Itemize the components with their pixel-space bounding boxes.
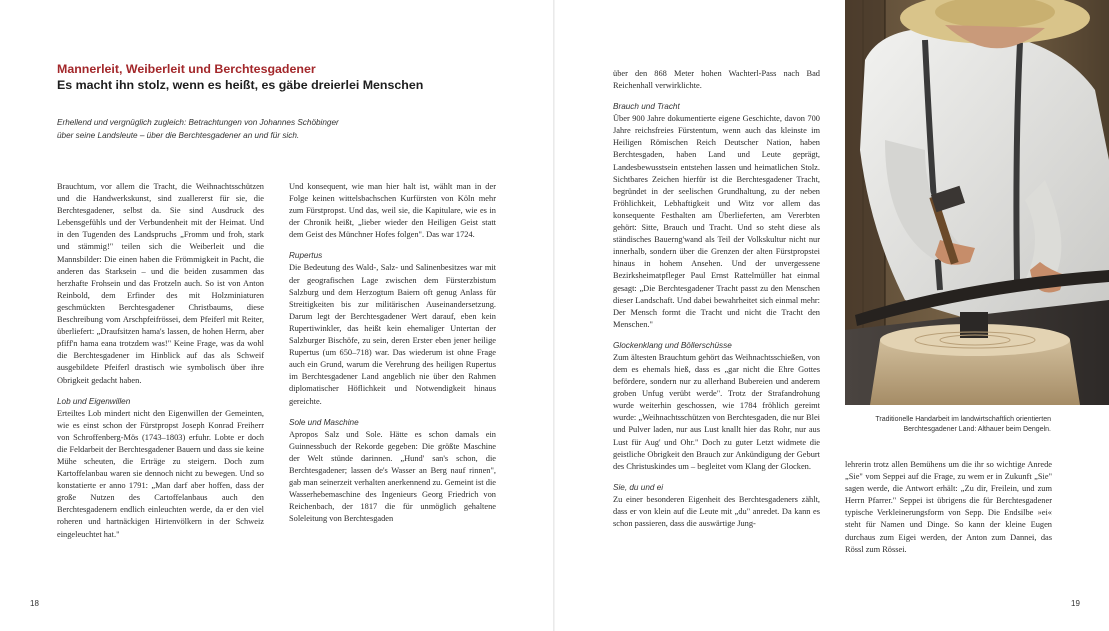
section-heading: Sole und Maschine [289,417,359,427]
text-column-3 [613,68,820,530]
section-heading: Glockenklang und Böllerschüsse [613,340,732,350]
article-subtitle: Es macht ihn stolz, wenn es heißt, es gäbe dreierlei Menschen [57,78,424,92]
intro-line: über seine Landsleute – über die Berchtesgadener an und für sich. [57,130,300,140]
paragraph: Brauchtum, vor allem die Tracht, die Weihnachtsschützen und die Handwerkskunst, sind zuallererst für sie, die Berchtesgadener, selbst da. Sie sind Ausdruck des Lebensgefühls und der Verbundenheit mit der Heimat. Und in den Tugenden des Landspruchs „Fromm und froh, stark und stämmig!" teilen sich die Weiberleit und die Mannsbilder: Die einen haben die Frömmigkeit in Pacht, die anderen das Starksein – und die beiden zusammen das herzhafte Frohsein und das Frotzeln auch. So ist von Anton Reinbold, dem Erfinder des mit Holzminiaturen geschmückten Berchtesgadener Christbaums, diese Beschreibung vom Arschpfeifrössei, dem Pfeiferl mit Reiter, überliefert: „Draufsitzen hama's lassen, de hohen Herrn, aber pfiff'n hama eana trotzdem was!" Keine Frage, was da wohl die Berchtesgadener im Hinblick auf das als Schweif ausgebildete Pfeiferl drastisch wie symbolisch über ihre Obrigkeit gedacht haben. [57,182,264,385]
photo-craftsman-scything [845,0,1109,405]
paragraph: Zu einer besonderen Eigenheit des Berchtesgadeners zählt, dass er von klein auf die Leute mit „du" anredet. Da kann es schon passieren, dass die auswärtige Jung- [613,494,820,528]
article-title: Mannerleit, Weiberleit und Berchtesgadener [57,62,316,76]
paragraph: Die Bedeutung des Wald-, Salz- und Salinenbesitzes war mit der geografischen Lage zwischen dem Fürsterzbistum Salzburg und dem Herzogtum Baiern oft genug Anlass für Streitigkeiten bis zur militärischen Auseinandersetzung. Darum legt der Berchtesgadener Wert darauf, eben kein Rupertiwinkler, das heißt kein ehemaliger Untertan der Salzburger Bischöfe, zu sein, deren Erster eben jener heilige Rupertus (um 650–718) war. Das wiederum ist ohne Frage auch ein Grund, warum die Verehrung des heiligen Rupertus im Berchtesgadener Land angeblich nie über den Rahmen diplomatischer Höflichkeit und Notwendigkeit hinaus gereichte. [289,263,496,406]
article-intro [57,117,387,142]
page-number-right: 19 [1071,599,1080,608]
paragraph: über den 868 Meter hohen Wachterl-Pass nach Bad Reichenhall verwirklichte. [613,69,820,91]
caption-line: Berchtesgadener Land: Althauer beim Dengeln. [903,426,1051,433]
paragraph: Erteiltes Lob mindert nicht den Eigenwillen der Gemeinten, wie es einst schon der Fürstpropst Joseph Konrad Freiherr von Schroffenberg-Mös (1743–1803) erfuhr. Lobte er doch die Feldarbeit der Berchtesgadener Bauern und dass sie keine Mühe scheuten, die Erträge zu steigern. Doch zum Kartoffelanbau waren sie dennoch nicht zu bewegen. Und so konstatierte er anno 1791: „Man darf aber hoffen, dass der große Nutzen des Cartoffelanbaus auch den Berchtesgadenern endlich einleuchten werde, da er den viel roheren und hartnäckigen Hirtenvölkern in der Schweiz eingeleuchtet hat." [57,408,264,539]
paragraph: lehrerin trotz allen Bemühens um die ihr so wichtige Anrede „Sie" vom Seppei auf die Frage, zu wem er in Zukunft „Sie" sagen werde, die Antwort erhält: „Zu dir, Freilein, und zum Herrn Pfarrer." Seppei ist übrigens die für Berchtesgadener typische Verkleinerungsform von Sepp. Die Endsilbe »ei« steht für Namen und Dinge. So kann der kleine Eugen durchaus zum Eigei werden, der Anton zum Dannei, das Rössl zum Rössei. [845,460,1052,554]
text-column-4 [845,459,1052,556]
page-gutter [553,0,555,631]
paragraph: Und konsequent, wie man hier halt ist, wählt man in der Folge keinen wittelsbachschen Kurfürsten von Köln mehr zum Fürstpropst. Und das, weil sie, die Kapitulare, wie es in der Chronik heißt, „lieber wieder den Heiligen Geist statt dem Geist des Münchner Hofes folgen". Das war 1724. [289,182,496,240]
photo-caption [845,415,1051,435]
section-heading: Brauch und Tracht [613,102,680,112]
page-number-left: 18 [30,599,39,608]
photo-illustration [845,0,1109,405]
section-heading: Lob und Eigenwillen [57,396,131,406]
text-column-2 [289,181,496,525]
caption-line: Traditionelle Handarbeit im landwirtschaftlich orientierten [875,416,1051,423]
section-heading: Sie, du und ei [613,482,664,492]
text-column-1 [57,181,264,541]
paragraph: Zum ältesten Brauchtum gehört das Weihnachtsschießen, von dem es ehemals hieß, dass es „gar nicht die Ehre Gottes befördere, sondern nur zu allerhand Bubereien und anderem groben Unfug verübt werde". Trotz der Strafandrohung wurde weiterhin geschossen, wie 1784 fröhlich gereimt wurde: „Weihnachtsschützen von Berchtesgaden, die nur Blei und Pulver laden, nur aus Lust knallt hier das Rohr, nur aus Lust für Aug' und Ohr." Doch zu guter Letzt widmete die geistliche Obrigkeit den Brauch zur Ankündigung der Geburt des Christuskindes um – begleitet vom Klang der Glocken. [613,352,821,471]
paragraph: Über 900 Jahre dokumentierte eigene Geschichte, davon 700 Jahre reichsfreies Fürstentum, wenn auch das kleinste im Heiligen Römischen Reich Deutscher Nation, haben Berchtesgaden, haben Land und Leute geprägt, Landesbewusstsein entstehen lassen und heimatlichen Stolz. Sichtbares Zeichen hierfür ist die Berchtesgadener Tracht, begründet in der seelischen Grundhaltung, zu der neben Fröhlichkeit, Lebhaftigkeit und Witz vor allem das konsequente Festhalten am Überlieferten, am Vererbten gehört: Sitte, Brauch und Tracht. Und so steht diese als ständisches Bauerng'wand als Teil der Volkskultur nicht nur innerhalb, sondern über die Grenzen der alten Fürstpropstei hinaus in hohem Ansehen. Und der unvergessene Bezirksheimatpfleger Paul Ernst Rattelmüller hat einmal gesagt: „Die Berchtesgadener Tracht passt zu den Menschen dieser Landschaft. Und dabei bewahrheitet sich einmal mehr: Der Mensch formt die Tracht und nicht die Tracht den Menschen." [613,114,820,329]
intro-line: Erhellend und vergnüglich zugleich: Betrachtungen von Johannes Schöbinger [57,118,339,127]
section-heading: Rupertus [289,251,323,261]
paragraph: Apropos Salz und Sole. Hätte es schon damals ein Guinnessbuch der Rekorde gegeben: Die größte Maschine der Welt stünde darinnen. „Hund' san's schon, die Berchtesgadener; lassen de's Wasser an Berg nauf rinnen", gab man seinerzeit verhalten anerkennend zu. Gemeint ist die Wasserhebemaschine des Ingenieurs Georg Friedrich von Reichenbach, der 1817 die für unmöglich gehaltene Soleleitung von Berchtesgaden [289,429,496,524]
